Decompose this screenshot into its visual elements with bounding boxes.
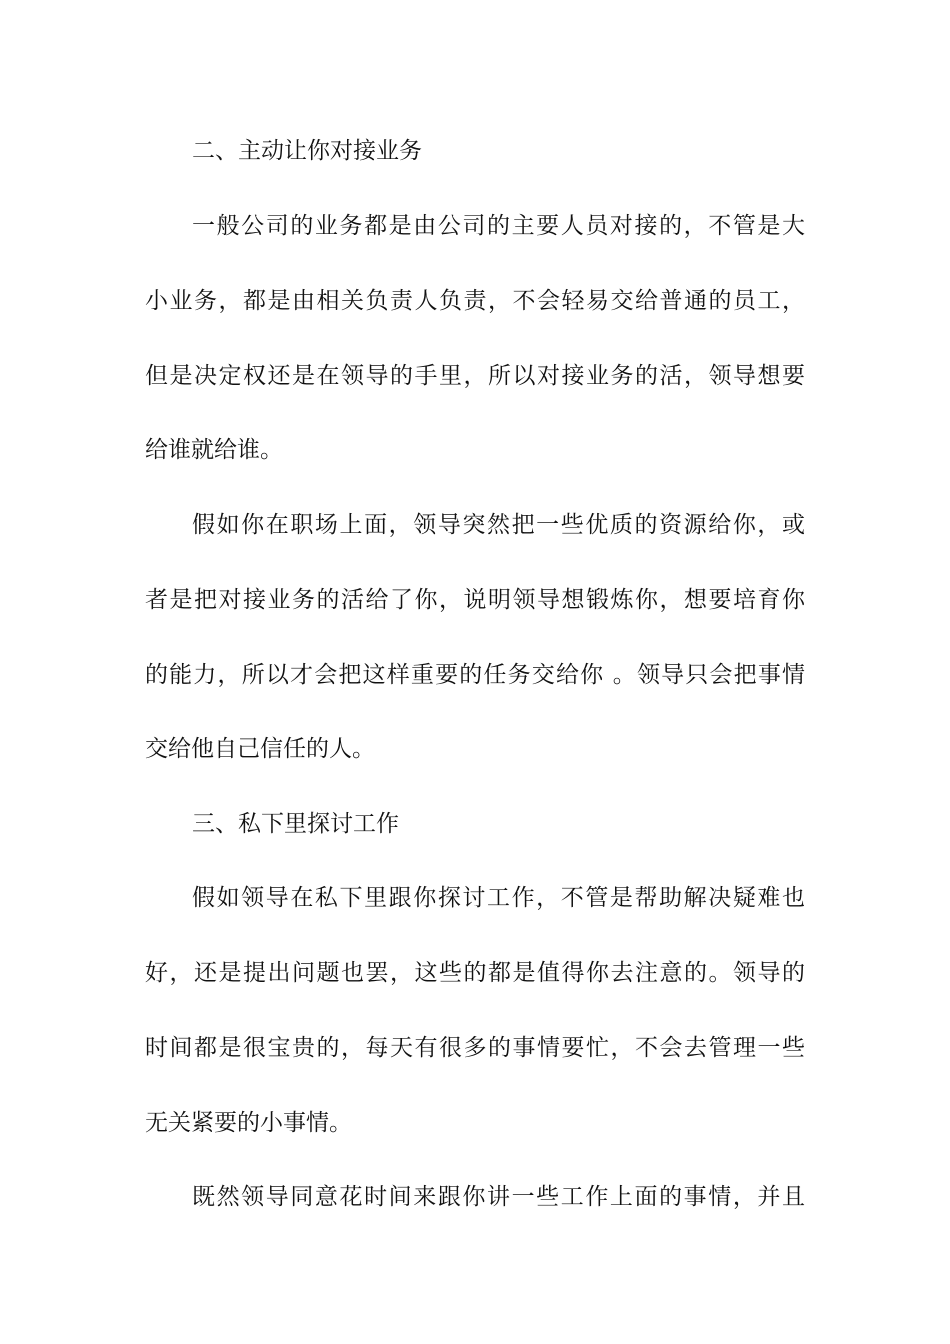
paragraph-line: 时间都是很宝贵的，每天有很多的事情要忙，不会去管理一些 [145, 1035, 805, 1061]
paragraph-line: 假如领导在私下里跟你探讨工作，不管是帮助解决疑难也 [192, 885, 805, 911]
paragraph-line: 一般公司的业务都是由公司的主要人员对接的，不管是大 [192, 213, 805, 239]
paragraph-line: 无关紧要的小事情。 [145, 1110, 352, 1136]
paragraph-line: 给谁就给谁。 [145, 437, 283, 463]
paragraph-line: 好，还是提出问题也罢，这些的都是值得你去注意的。领导的 [145, 960, 805, 986]
paragraph-line: 但是决定权还是在领导的手里，所以对接业务的活，领导想要 [145, 363, 805, 389]
paragraph-line: 的能力，所以才会把这样重要的任务交给你 。领导只会把事情 [145, 662, 805, 688]
paragraph-line: 小业务，都是由相关负责人负责，不会轻易交给普通的员工， [145, 288, 805, 314]
paragraph-line: 者是把对接业务的活给了你，说明领导想锻炼你，想要培育你 [145, 587, 805, 613]
section-heading-2: 二、主动让你对接业务 [192, 138, 422, 164]
section-heading-3: 三、私下里探讨工作 [192, 811, 399, 837]
paragraph-line: 假如你在职场上面，领导突然把一些优质的资源给你，或 [192, 512, 805, 538]
paragraph-line: 既然领导同意花时间来跟你讲一些工作上面的事情，并且 [192, 1184, 805, 1210]
paragraph-line: 交给他自己信任的人。 [145, 736, 375, 762]
